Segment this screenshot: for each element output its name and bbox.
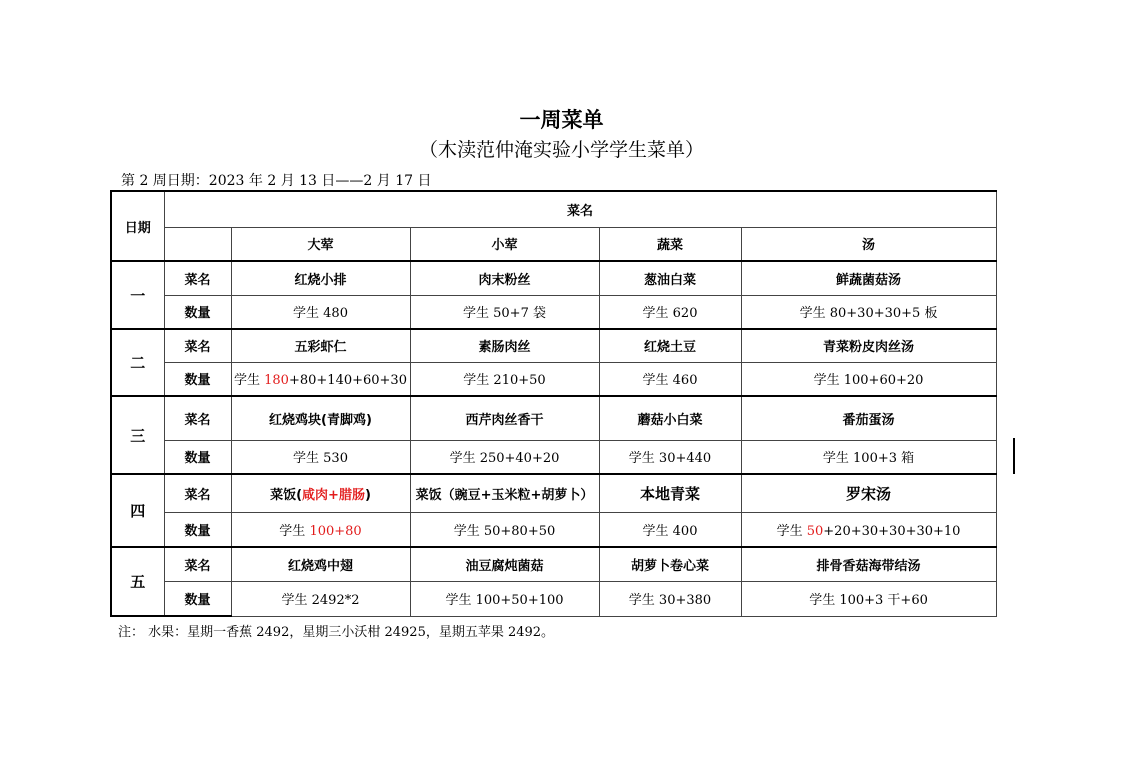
dish-big-meat [231, 474, 410, 512]
dish-small-meat: 素肠肉丝 [410, 329, 599, 362]
qty-big-meat [231, 512, 410, 547]
qty-small-meat: 学生 50+80+50 [410, 512, 599, 547]
qty-highlight: 180 [264, 373, 289, 389]
row-label-name: 菜名 [164, 329, 231, 362]
dish-soup: 青菜粉皮肉丝汤 [741, 329, 996, 362]
qty-vegetable: 学生 30+440 [599, 440, 741, 474]
row-label-qty: 数量 [164, 295, 231, 329]
dish-highlight: 咸肉+腊肠 [302, 487, 365, 503]
dish-big-meat: 五彩虾仁 [231, 329, 410, 362]
qty-big-meat: 学生 530 [231, 440, 410, 474]
dish-big-meat: 红烧鸡块(青脚鸡) [231, 396, 410, 440]
dish-big-meat: 红烧鸡中翅 [231, 547, 410, 581]
day-label: 二 [111, 329, 164, 396]
qty-soup: 学生 100+3 箱 [741, 440, 996, 474]
qty-vegetable: 学生 460 [599, 362, 741, 396]
day-label: 一 [111, 261, 164, 329]
qty-suffix: +80+140+60+30 [288, 373, 407, 389]
day-label: 五 [111, 547, 164, 616]
dish-small-meat: 油豆腐炖菌菇 [410, 547, 599, 581]
dish-prefix: 菜饭( [270, 487, 303, 503]
row-label-qty: 数量 [164, 512, 231, 547]
qty-vegetable: 学生 620 [599, 295, 741, 329]
dish-vegetable: 红烧土豆 [599, 329, 741, 362]
header-big-meat: 大荤 [231, 227, 410, 261]
dish-small-meat: 西芹肉丝香干 [410, 396, 599, 440]
dish-big-meat: 红烧小排 [231, 261, 410, 295]
header-small-meat: 小荤 [410, 227, 599, 261]
qty-soup: 学生 100+3 干+60 [741, 581, 996, 616]
fruit-note: 注： 水果：星期一香蕉 2492，星期三小沃柑 24925，星期五苹果 2492。 [118, 625, 555, 640]
page-subtitle: （木渎范仲淹实验小学学生菜单） [418, 139, 704, 161]
row-label-qty: 数量 [164, 440, 231, 474]
day-label: 四 [111, 474, 164, 547]
dish-small-meat: 肉末粉丝 [410, 261, 599, 295]
qty-soup [741, 512, 996, 547]
row-label-name: 菜名 [164, 547, 231, 581]
dish-vegetable: 葱油白菜 [599, 261, 741, 295]
header-blank [164, 227, 231, 261]
dish-soup: 番茄蛋汤 [741, 396, 996, 440]
row-label-name: 菜名 [164, 474, 231, 512]
dish-suffix: ) [364, 487, 371, 503]
qty-small-meat: 学生 210+50 [410, 362, 599, 396]
qty-vegetable: 学生 30+380 [599, 581, 741, 616]
qty-highlight: 100+80 [309, 523, 362, 539]
header-vegetable: 蔬菜 [599, 227, 741, 261]
qty-soup: 学生 100+60+20 [741, 362, 996, 396]
dish-soup: 排骨香菇海带结汤 [741, 547, 996, 581]
dish-vegetable: 胡萝卜卷心菜 [599, 547, 741, 581]
qty-prefix: 学生 [234, 373, 265, 389]
qty-big-meat: 学生 2492*2 [231, 581, 410, 616]
qty-small-meat: 学生 50+7 袋 [410, 295, 599, 329]
qty-vegetable: 学生 400 [599, 512, 741, 547]
dish-vegetable: 蘑菇小白菜 [599, 396, 741, 440]
header-date: 日期 [111, 191, 164, 261]
menu-table [110, 190, 997, 617]
header-dish-name: 菜名 [164, 191, 996, 227]
text-cursor [1013, 438, 1015, 474]
row-label-name: 菜名 [164, 261, 231, 295]
page-title: 一周菜单 [519, 108, 604, 132]
row-label-qty: 数量 [164, 581, 231, 616]
dish-small-meat: 菜饭（豌豆+玉米粒+胡萝卜） [410, 474, 599, 512]
row-label-name: 菜名 [164, 396, 231, 440]
qty-small-meat: 学生 250+40+20 [410, 440, 599, 474]
qty-highlight: 50 [806, 523, 824, 539]
day-label: 三 [111, 396, 164, 474]
dish-soup: 鲜蔬菌菇汤 [741, 261, 996, 295]
dish-soup: 罗宋汤 [741, 474, 996, 512]
row-label-qty: 数量 [164, 362, 231, 396]
qty-big-meat [231, 362, 410, 396]
qty-soup: 学生 80+30+30+5 板 [741, 295, 996, 329]
qty-suffix: +20+30+30+30+10 [823, 523, 961, 539]
qty-big-meat: 学生 480 [231, 295, 410, 329]
qty-prefix: 学生 [776, 523, 807, 539]
dish-vegetable: 本地青菜 [599, 474, 741, 512]
qty-prefix: 学生 [279, 523, 310, 539]
qty-small-meat: 学生 100+50+100 [410, 581, 599, 616]
header-soup: 汤 [741, 227, 996, 261]
week-date-line: 第 2 周日期：2023 年 2 月 13 日——2 月 17 日 [121, 173, 432, 189]
